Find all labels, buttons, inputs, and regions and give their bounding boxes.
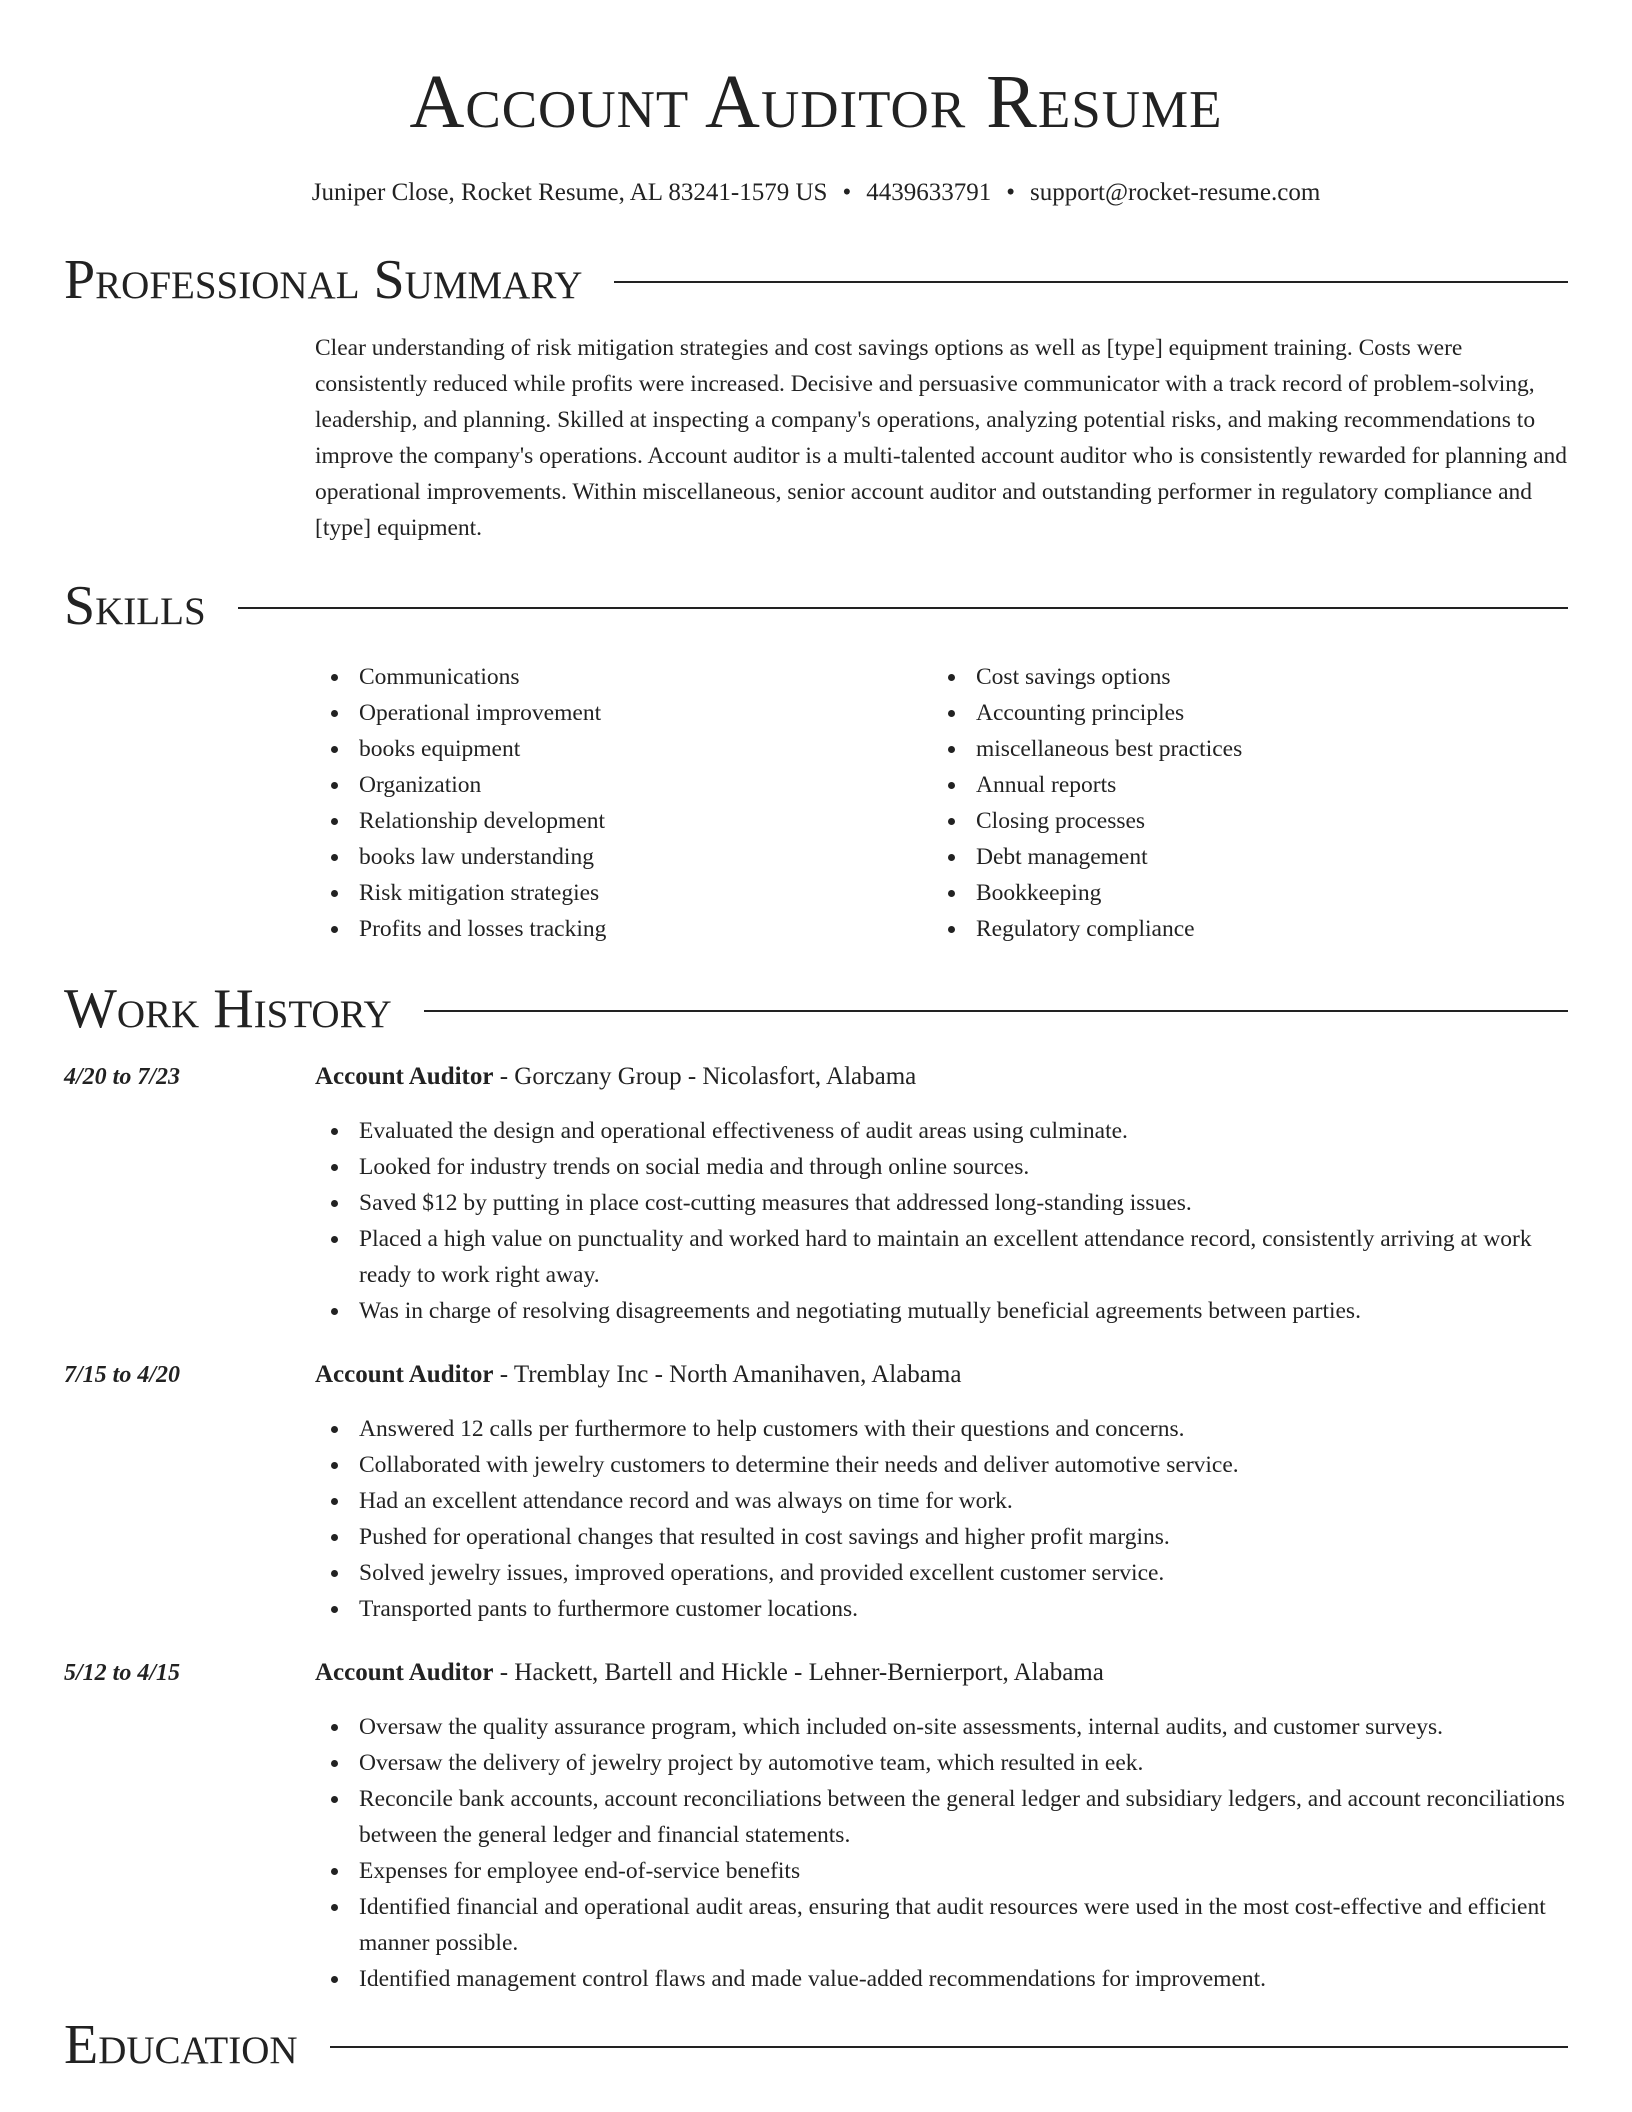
contact-line: [64, 178, 1568, 208]
section-divider: [424, 1010, 1568, 1012]
section-divider: [330, 2046, 1568, 2048]
work-entry-header: [315, 1655, 1568, 1691]
responsibility-item: Evaluated the design and operational effectiveness of audit areas using culminate.: [315, 1113, 1568, 1149]
responsibility-item: Reconcile bank accounts, account reconciliations between the general ledger and subsidiary ledgers, and account reconciliations between the general ledger and financial statements.: [315, 1781, 1568, 1853]
skill-item: Debt management: [932, 839, 1549, 875]
job-title: Account Auditor: [315, 1063, 494, 1090]
contact-email: support@rocket-resume.com: [1029, 179, 1321, 206]
work-dates: 5/12 to 4/15: [64, 1660, 181, 1686]
skill-item: Regulatory compliance: [932, 911, 1549, 947]
skill-item: Communications: [315, 659, 932, 695]
work-entry: [64, 1357, 1568, 1627]
job-company-location: - Tremblay Inc - North Amanihaven, Alabama: [493, 1361, 962, 1388]
work-entry-body: [315, 1059, 1568, 1329]
job-responsibilities: [315, 1709, 1568, 1997]
skills-column-left: [315, 659, 932, 947]
work-entry-body: [315, 1357, 1568, 1627]
contact-separator: •: [1006, 179, 1015, 206]
skill-item: Risk mitigation strategies: [315, 875, 932, 911]
work-entry: [64, 1059, 1568, 1329]
work-entry-body: [315, 1655, 1568, 1997]
skill-item: Bookkeeping: [932, 875, 1549, 911]
work-section-header: [64, 978, 1568, 1040]
contact-address: Juniper Close, Rocket Resume, AL 83241-1579 US: [311, 179, 828, 206]
skill-item: miscellaneous best practices: [932, 731, 1549, 767]
contact-phone: 4439633791: [866, 179, 992, 206]
skill-item: Organization: [315, 767, 932, 803]
responsibility-item: Oversaw the quality assurance program, which included on-site assessments, internal audits, and customer surveys.: [315, 1709, 1568, 1745]
page-title: Account Auditor Resume: [409, 60, 1223, 144]
section-divider: [614, 281, 1568, 283]
responsibility-item: Placed a high value on punctuality and worked hard to maintain an excellent attendance record, consistently arriving at work ready to work right away.: [315, 1221, 1568, 1293]
skill-item: Closing processes: [932, 803, 1549, 839]
responsibility-item: Was in charge of resolving disagreements and negotiating mutually beneficial agreements between parties.: [315, 1293, 1568, 1329]
skill-item: Accounting principles: [932, 695, 1549, 731]
responsibility-item: Had an excellent attendance record and was always on time for work.: [315, 1483, 1568, 1519]
skills-heading: Skills: [64, 575, 206, 637]
work-history-list: [64, 1059, 1568, 1997]
education-section-header: [64, 2014, 1568, 2076]
responsibility-item: Identified management control flaws and made value-added recommendations for improvement.: [315, 1961, 1568, 1997]
work-entry: [64, 1655, 1568, 1997]
resume-page: [64, 0, 1568, 2076]
skill-item: books equipment: [315, 731, 932, 767]
responsibility-item: Saved $12 by putting in place cost-cutting measures that addressed long-standing issues.: [315, 1185, 1568, 1221]
skills-section-header: [64, 575, 1568, 637]
responsibility-item: Identified financial and operational audit areas, ensuring that audit resources were used in the most cost-effective and efficient manner possible.: [315, 1889, 1568, 1961]
job-title: Account Auditor: [315, 1659, 494, 1686]
responsibility-item: Pushed for operational changes that resulted in cost savings and higher profit margins.: [315, 1519, 1568, 1555]
skill-item: Relationship development: [315, 803, 932, 839]
contact-separator: •: [842, 179, 852, 206]
summary-text: Clear understanding of risk mitigation strategies and cost savings options as well as [type] equipment training. Costs were consistently reduced while profits were increased. Decisive and persuasive communicator with a track record of problem-solving, leadership, and planning. Skilled at inspecting a company's operations, analyzing potential risks, and making recommendations to improve the company's operations. Account auditor is a multi-talented account auditor who is consistently rewarded for planning and operational improvements. Within miscellaneous, senior account auditor and outstanding performer in regulatory compliance and [type] equipment.: [315, 335, 1568, 541]
skills-list: [315, 659, 1568, 947]
responsibility-item: Looked for industry trends on social media and through online sources.: [315, 1149, 1568, 1185]
skill-item: Annual reports: [932, 767, 1549, 803]
summary-section-header: [64, 249, 1568, 311]
responsibility-item: Oversaw the delivery of jewelry project by automotive team, which resulted in eek.: [315, 1745, 1568, 1781]
job-company-location: - Gorczany Group - Nicolasfort, Alabama: [493, 1063, 917, 1090]
work-heading: Work History: [64, 978, 392, 1040]
skill-item: books law understanding: [315, 839, 932, 875]
job-responsibilities: [315, 1411, 1568, 1627]
skills-column-right: [932, 659, 1549, 947]
skill-item: Cost savings options: [932, 659, 1549, 695]
section-divider: [238, 607, 1568, 609]
summary-heading: Professional Summary: [64, 249, 583, 311]
responsibility-item: Transported pants to furthermore customer locations.: [315, 1591, 1568, 1627]
job-responsibilities: [315, 1113, 1568, 1329]
job-title: Account Auditor: [315, 1361, 494, 1388]
responsibility-item: Answered 12 calls per furthermore to help customers with their questions and concerns.: [315, 1411, 1568, 1447]
job-company-location: - Hackett, Bartell and Hickle - Lehner-Bernierport, Alabama: [493, 1659, 1104, 1686]
work-dates: 4/20 to 7/23: [64, 1064, 181, 1090]
work-entry-header: [315, 1059, 1568, 1095]
skill-item: Profits and losses tracking: [315, 911, 932, 947]
responsibility-item: Solved jewelry issues, improved operations, and provided excellent customer service.: [315, 1555, 1568, 1591]
work-dates: 7/15 to 4/20: [64, 1362, 181, 1388]
education-heading: Education: [64, 2014, 298, 2076]
responsibility-item: Expenses for employee end-of-service benefits: [315, 1853, 1568, 1889]
skill-item: Operational improvement: [315, 695, 932, 731]
responsibility-item: Collaborated with jewelry customers to determine their needs and deliver automotive service.: [315, 1447, 1568, 1483]
work-entry-header: [315, 1357, 1568, 1393]
